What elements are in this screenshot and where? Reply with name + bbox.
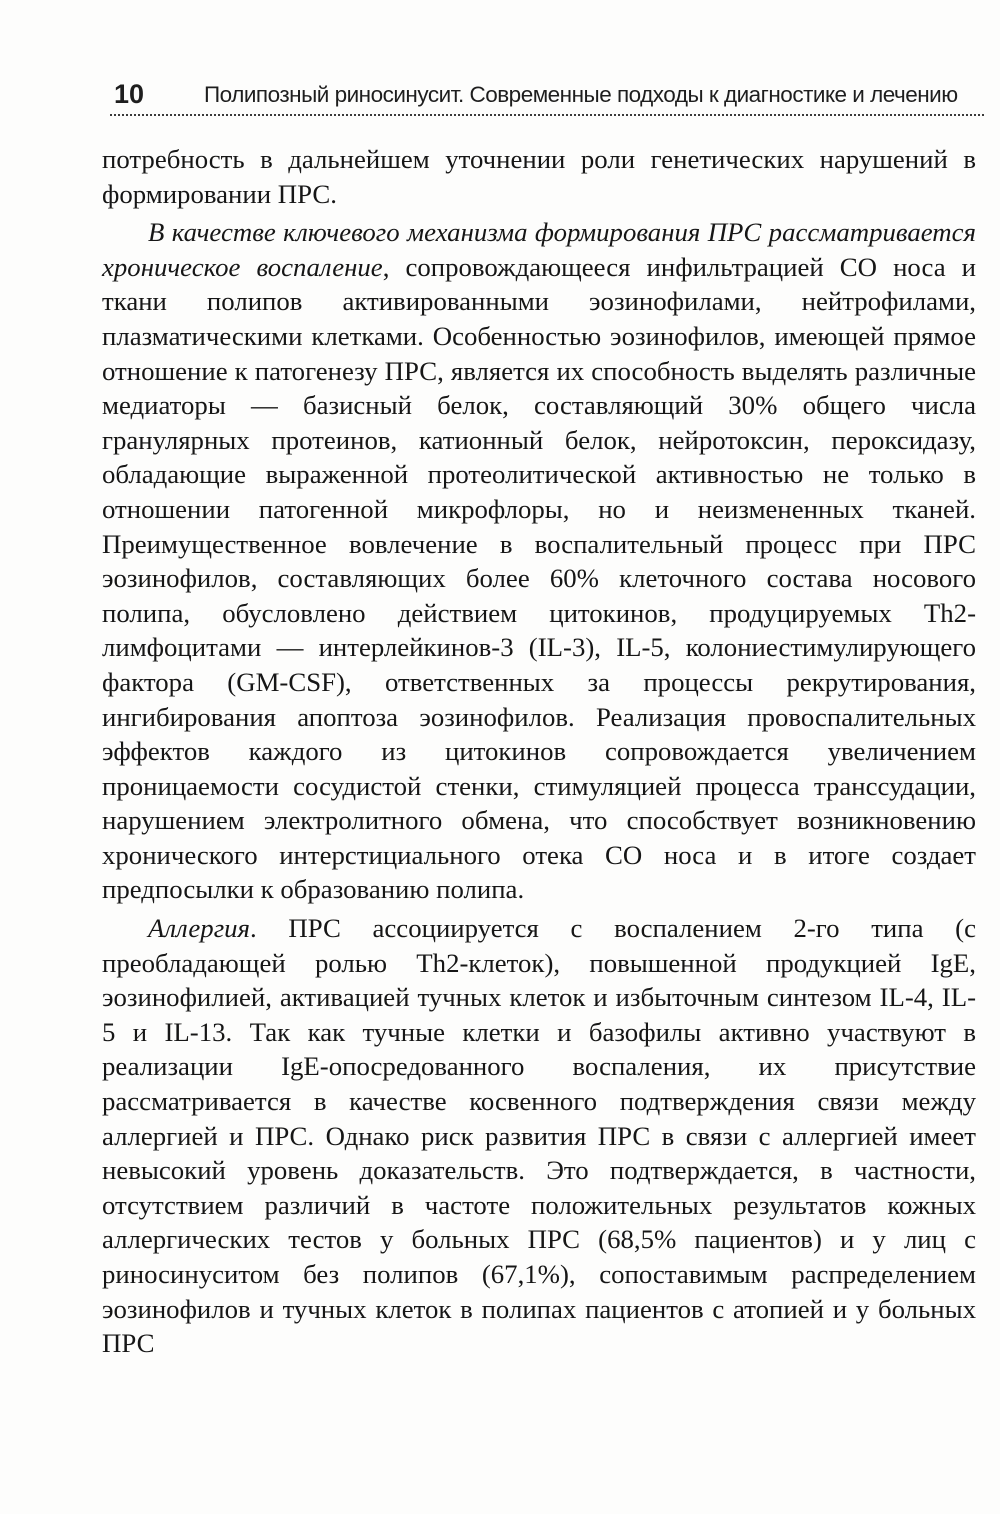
main-text (102, 142, 976, 1361)
paragraph-text: потребность в дальнейшем уточнении роли генетических нарушений в формировании ПРС. (102, 144, 976, 209)
paragraph-text: , сопровождающееся инфильтрацией СО носа и ткани полипов активированными эозинофилами, нейтрофилами, плазматическими клетками. Особенностью эозинофилов, имеющей прямое отношение к патогенезу ПРС, является их способность выделять различные медиаторы — базисный белок, составляющий 30% общего числа гранулярных протеинов, катионный белок, нейротоксин, пероксидазу, обладающие выраженной протеолитической активностью не только в отношении патогенной микрофлоры, но и неизмененных тканей. Преимущественное вовлечение в воспалительный процесс при ПРС эозинофилов, составляющих более 60% клеточного состава носового полипа, обусловлено действием цитокинов, продуцируемых Th2-лимфоцитами — интерлейкинов-3 (IL-3), IL-5, колониестимулирующего фактора (GM-CSF), ответственных за процессы рекрутирования, ингибирования апоптоза эозинофилов. Реализация провоспалительных эффектов каждого из цитокинов сопровождается увеличением проницаемости сосудистой стенки, стимуляцией процесса транссудации, нарушением электролитного обмена, что способствует возникновению хронического интерстициального отека СО носа и в итоге создает предпосылки к образованию полипа. (102, 251, 977, 905)
dotted-divider (110, 114, 984, 116)
paragraph-text: . ПРС ассоциируется с воспалением 2-го типа (с преобладающей ролью Th2-клеток), повышенной продукцией IgE, эозинофилией, активацией тучных клеток и избыточным синтезом IL-4, IL-5 и IL-13. Так как тучные клетки и базофилы активно участвуют в реализации IgE-опосредованного воспаления, их присутствие рассматривается в качестве косвенного подтверждения связи между аллергией и ПРС. Однако риск развития ПРС в связи с аллергией имеет невысокий уровень доказательств. Это подтверждается, в частности, отсутствием различий в частоте положительных результатов кожных аллергических тестов у больных ПРС (68,5% пациентов) и у лиц с риносинуситом без полипов (67,1%), сопоставимым распределением эозинофилов и тучных клеток в полипах пациентов с атопией и у больных ПРС (102, 913, 976, 1359)
paragraph-allergy (102, 911, 976, 1361)
paragraph-inflammation (102, 215, 976, 907)
paragraph-lead-italic: Аллергия (148, 913, 251, 944)
running-head (106, 78, 984, 118)
page-number: 10 (114, 79, 145, 109)
paragraph-lead-italic: В качестве ключевого механизма формирования ПРС рассматривается хроническое воспаление (102, 217, 976, 282)
paragraph-continuation (102, 142, 976, 211)
running-title: Полипозный риносинусит. Современные подходы к диагностике и лечению (204, 82, 958, 107)
